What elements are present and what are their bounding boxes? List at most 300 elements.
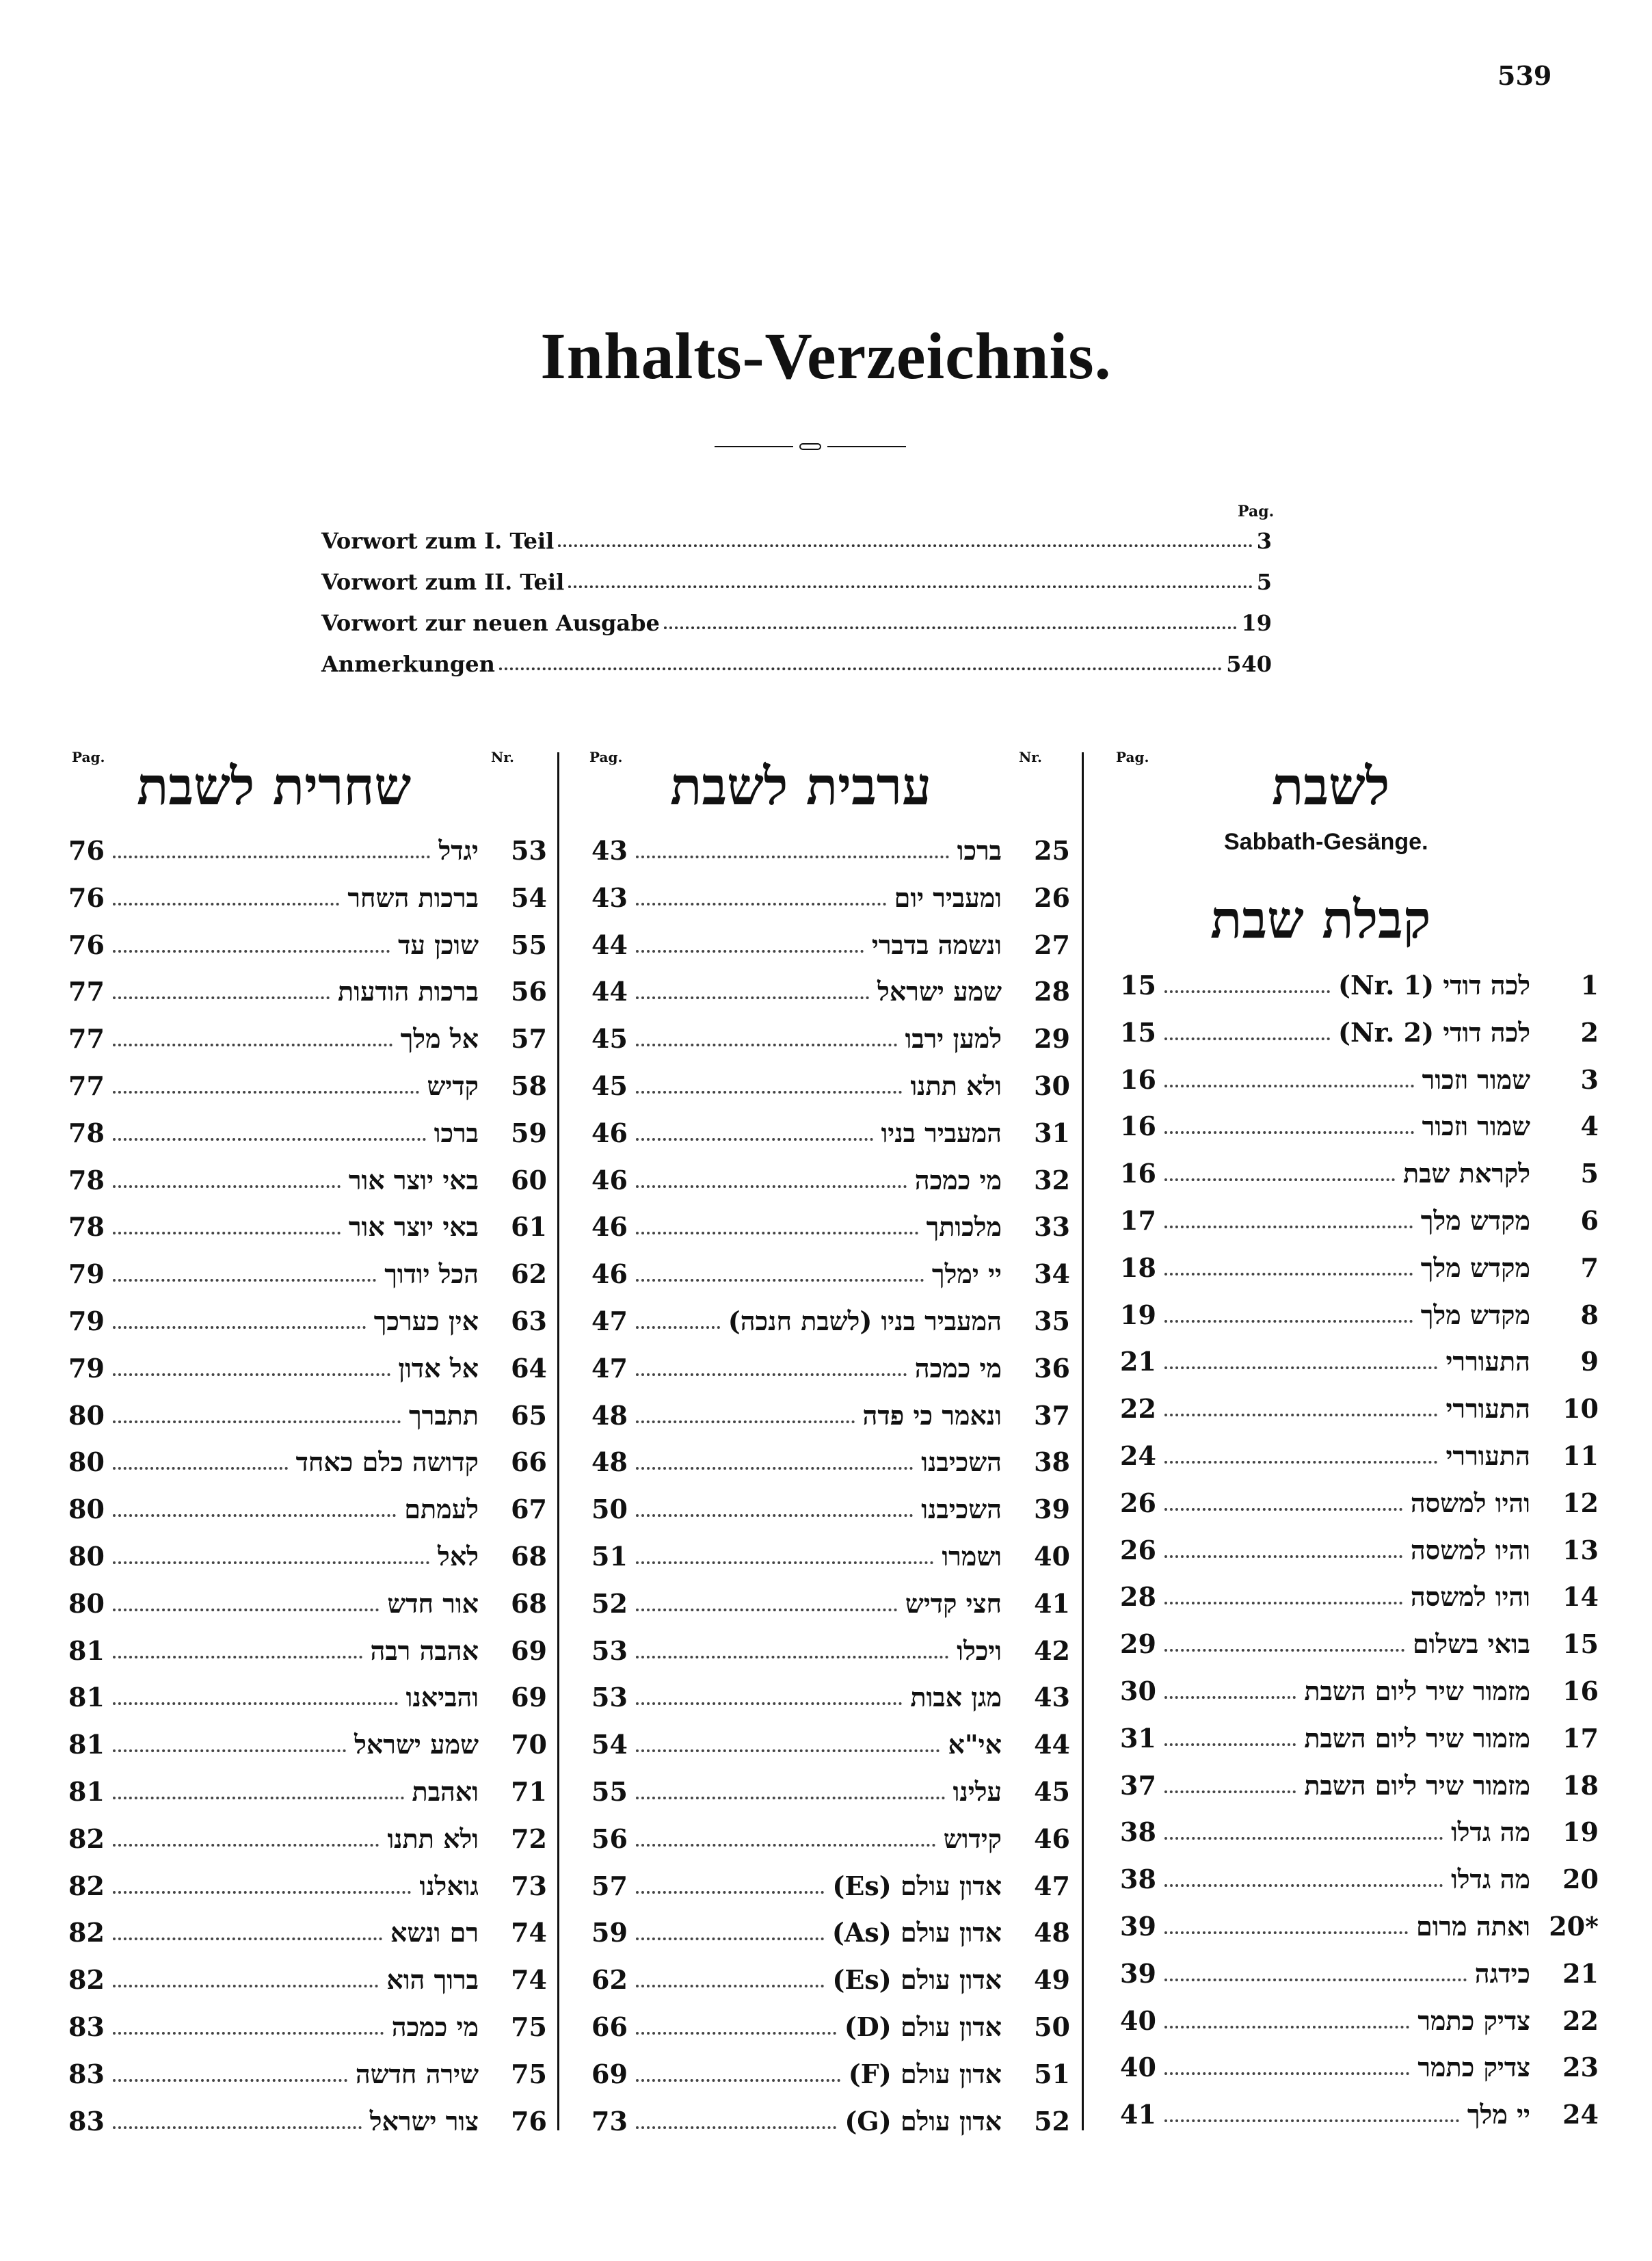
leader-dots [113,1938,382,1940]
entry-title: המעביר בניו [881,1117,1002,1148]
leader-dots [113,1609,379,1611]
entry-number: 37 [1034,1399,1070,1431]
leader-dots [113,1985,379,1987]
list-item [1120,1388,1599,1429]
entry-title: אדון עולם (F) [848,2058,1002,2089]
entry-number: 48 [1034,1917,1070,1948]
leader-dots [1164,2119,1459,2122]
entry-page: 53 [591,1635,628,1666]
list-item [68,1441,547,1482]
entry-page: 81 [68,1776,105,1807]
list-item [1120,1012,1599,1053]
entry-number: 18 [1562,1769,1599,1801]
left-nr-label: Nr. [491,749,514,765]
toc-pag-label: Pag. [1238,503,1275,520]
entry-number: 68 [511,1587,547,1619]
entry-number: 76 [511,2105,547,2137]
entry-number: 56 [511,976,547,1007]
list-item [68,1112,547,1153]
list-item [68,1630,547,1671]
entry-page: 51 [591,1541,628,1572]
entry-title: אין כערכך [373,1306,479,1336]
list-item [68,924,547,965]
entry-number: 53 [511,835,547,866]
list-item [68,970,547,1012]
entry-page: 46 [591,1117,628,1148]
leader-dots [113,1326,366,1329]
leader-dots [636,1514,913,1517]
entry-page: 31 [1120,1722,1156,1754]
entry-title: אל מלך [400,1023,479,1055]
entry-page: 81 [68,1682,105,1713]
leader-dots [636,1656,948,1658]
entry-number: 39 [1034,1494,1070,1525]
list-item [68,2006,547,2047]
list-item [1120,1482,1599,1523]
entry-number: 40 [1034,1541,1070,1572]
entry-title: ואתה מרום [1415,1911,1530,1942]
entry-page: 76 [68,929,105,960]
entry-number: 7 [1580,1252,1599,1283]
entry-page: 81 [68,1635,105,1666]
entry-number: 12 [1562,1487,1599,1518]
entry-number: 74 [511,1917,547,1948]
leader-dots [636,1797,945,1799]
entry-title: למען ירבו [905,1023,1002,1055]
list-item [1120,1670,1599,1711]
entry-title: עלינו [952,1776,1002,1807]
list-item [591,877,1070,918]
list-item [1120,1576,1599,1617]
leader-dots [636,950,864,953]
leader-dots [499,667,1222,670]
entry-number: 30 [1034,1070,1070,1101]
leader-dots [113,1514,396,1517]
entry-title: יי מלך [1467,2099,1530,2130]
leader-dots [636,1844,935,1847]
entry-page: 21 [1120,1346,1156,1377]
list-item [591,1253,1070,1294]
toc-entry-page: 19 [1241,610,1272,636]
entry-number: 15 [1562,1628,1599,1660]
leader-dots [113,1797,404,1799]
leader-dots [636,1702,903,1705]
entry-title: והיו למשסה [1410,1487,1530,1518]
leader-dots [636,1091,903,1094]
leader-dots [113,1373,390,1376]
entry-title: יגדל [438,835,479,866]
entry-title: קדיש [427,1070,479,1101]
leader-dots [636,996,869,999]
list-item [68,1865,547,1906]
entry-page: 16 [1120,1063,1156,1095]
entry-number: 57 [511,1023,547,1055]
leader-dots [664,626,1238,629]
toc-entry-label: Vorwort zur neuen Ausgabe [321,610,660,636]
entry-page: 22 [1120,1393,1156,1425]
entry-page: 79 [68,1306,105,1336]
leader-dots [113,1044,392,1046]
entry-title: שירה חדשה [355,2058,479,2089]
toc-entry-page: 540 [1226,651,1272,677]
entry-title: באי יוצר אור [348,1164,479,1195]
list-item [1120,1435,1599,1476]
entry-title: התעוררי [1446,1346,1530,1377]
entry-title: והיו למשסה [1410,1581,1530,1613]
leader-dots [1164,1131,1414,1134]
leader-dots [1164,1037,1330,1040]
leader-dots [113,856,431,858]
list-item [591,1771,1070,1812]
entry-number: 13 [1562,1534,1599,1565]
entry-page: 15 [1120,970,1156,1001]
leader-dots [113,2079,347,2082]
leader-dots [1164,1743,1296,1746]
entry-number: 21 [1562,1957,1599,1989]
entry-page: 54 [591,1729,628,1760]
entry-title: שוכן עד [398,929,479,960]
leader-dots [113,1138,426,1141]
entry-number: 50 [1034,2011,1070,2042]
entry-title: צדיק כתמר [1417,2005,1530,2036]
entry-number: 51 [1034,2058,1070,2089]
entry-number: 28 [1034,976,1070,1007]
entry-title: כידגה [1474,1957,1530,1989]
entry-page: 43 [591,835,628,866]
leader-dots [636,1044,897,1046]
entry-number: 67 [511,1494,547,1525]
left-pag-label: Pag. [72,749,105,765]
list-item [1120,1200,1599,1241]
entry-number: 52 [1034,2105,1070,2137]
entry-number: 10 [1562,1393,1599,1425]
list-item [591,830,1070,871]
leader-dots [1164,1178,1395,1181]
list-item [591,924,1070,965]
entry-title: קידוש [943,1823,1002,1854]
entry-page: 48 [591,1399,628,1431]
entry-page: 83 [68,2011,105,2042]
entry-page: 43 [591,882,628,913]
list-item [1120,1953,1599,1994]
leader-dots [113,1702,398,1705]
list-item [591,1676,1070,1717]
list-item [591,1159,1070,1200]
entry-page: 82 [68,1870,105,1901]
leader-dots [1164,1226,1413,1228]
entry-page: 45 [591,1070,628,1101]
entry-title: באי יוצר אור [348,1211,479,1243]
entry-page: 46 [591,1258,628,1290]
entry-page: 50 [591,1494,628,1525]
leader-dots [558,544,1252,547]
list-item [1120,1340,1599,1381]
list-item [591,1488,1070,1529]
list-item [68,1535,547,1576]
entry-title: צור ישראל [369,2105,479,2137]
entry-page: 17 [1120,1205,1156,1236]
entry-page: 41 [1120,2099,1156,2130]
entry-page: 47 [591,1306,628,1336]
entry-number: 16 [1562,1676,1599,1706]
entry-title: ברכות השחר [347,882,479,913]
entry-number: 46 [1034,1823,1070,1854]
entry-page: 46 [591,1164,628,1195]
right-pag-label: Pag. [1116,749,1149,765]
list-item [591,1865,1070,1906]
entry-number: 45 [1034,1776,1070,1807]
entry-page: 80 [68,1399,105,1431]
toc-entry [321,602,1272,636]
entry-number: 44 [1034,1729,1070,1760]
list-item [1120,1059,1599,1100]
leader-dots [113,996,330,999]
entry-number: 62 [511,1258,547,1290]
column-divider-left [557,752,559,2130]
entry-title: שמע ישראל [354,1729,479,1760]
entry-title: ונאמר כי פדה [862,1399,1002,1431]
entry-number: 26 [1034,882,1070,913]
entry-title: אי"א [948,1729,1002,1760]
leader-dots [636,1985,825,1987]
entry-number: 20* [1549,1911,1599,1942]
leader-dots [636,903,886,905]
entry-title: ברכו [957,835,1002,866]
entry-page: 80 [68,1541,105,1572]
entry-page: 76 [68,882,105,913]
list-item [591,1206,1070,1247]
entry-page: 19 [1120,1299,1156,1330]
right-column-heading: לשבת [1272,756,1390,817]
entry-page: 69 [591,2058,628,2089]
leader-dots [636,856,949,858]
entry-page: 48 [591,1446,628,1478]
leader-dots [1164,1366,1438,1369]
entry-page: 57 [591,1870,628,1901]
entry-title: התעוררי [1446,1393,1530,1425]
entry-number: 59 [511,1117,547,1148]
entry-title: מלכותך [926,1211,1002,1243]
entry-title: מי כמכה [914,1352,1002,1384]
list-item [68,1771,547,1812]
entry-page: 40 [1120,2005,1156,2036]
entry-number: 19 [1562,1816,1599,1848]
leader-dots [636,1185,907,1188]
right-column-section-heading: קבלת שבת [1210,889,1431,950]
left-column-heading: שחרית לשבת [137,756,412,817]
leader-dots [636,2032,836,2035]
leader-dots [636,1938,824,1940]
list-item [68,2100,547,2141]
entry-page: 77 [68,1023,105,1055]
entry-title: אהבה רבה [370,1635,479,1666]
leader-dots [1164,1085,1414,1087]
list-item [591,1959,1070,2000]
leader-dots [636,2079,840,2082]
entry-page: 76 [68,835,105,866]
entry-title: לאל [438,1541,479,1572]
entry-title: ושמרו [942,1541,1002,1572]
list-item [591,1583,1070,1624]
list-item [68,1723,547,1764]
entry-page: 18 [1120,1252,1156,1283]
list-item [1120,1105,1599,1146]
entry-number: 6 [1580,1205,1599,1236]
entry-title: שמע ישראל [877,976,1002,1007]
entry-page: 40 [1120,2052,1156,2083]
list-item [591,1018,1070,1059]
entry-number: 5 [1580,1158,1599,1189]
entry-page: 29 [1120,1628,1156,1660]
list-item [1120,1764,1599,1806]
entry-title: אדון עולם (G) [844,2105,1002,2137]
toc-entry [321,561,1272,595]
leader-dots [113,950,390,953]
entry-number: 27 [1034,929,1070,960]
entry-page: 53 [591,1682,628,1713]
entry-title: קדושה כלם כאחד [295,1446,479,1478]
toc-entry-label: Anmerkungen [321,651,495,677]
leader-dots [636,1420,855,1423]
middle-nr-label: Nr. [1019,749,1042,765]
toc-entry-page: 5 [1256,569,1272,595]
leader-dots [1164,1931,1408,1934]
entry-title: לקראת שבת [1403,1158,1530,1189]
list-item [1120,964,1599,1005]
list-item [591,1535,1070,1576]
toc-entry [321,643,1272,677]
middle-pag-label: Pag. [589,749,623,765]
entry-number: 70 [511,1729,547,1760]
entry-title: מי כמכה [914,1164,1002,1195]
leader-dots [113,2032,384,2035]
leader-dots [113,1091,419,1094]
entry-title: יי ימלך [931,1258,1002,1290]
list-item [68,2053,547,2094]
entry-page: 16 [1120,1158,1156,1189]
entry-page: 16 [1120,1111,1156,1142]
entry-page: 44 [591,929,628,960]
leader-dots [636,1326,720,1329]
entry-number: 11 [1562,1440,1599,1471]
entry-number: 60 [511,1164,547,1195]
entry-title: רם ונשא [390,1917,479,1948]
leader-dots [636,1138,873,1141]
entry-number: 58 [511,1070,547,1101]
entry-title: ברכו [434,1117,479,1148]
entry-page: 83 [68,2058,105,2089]
leader-dots [1164,1884,1443,1887]
leader-dots [636,1749,940,1752]
column-divider-right [1082,752,1084,2130]
list-item [591,1818,1070,1859]
entry-title: ומעביר יום [894,882,1002,913]
entry-page: 45 [591,1023,628,1055]
list-item [68,1488,547,1529]
entry-number: 75 [511,2011,547,2042]
list-item [591,2006,1070,2047]
entry-number: 61 [511,1211,547,1243]
list-item [68,1583,547,1624]
entry-page: 59 [591,1917,628,1948]
leader-dots [636,2126,836,2129]
entry-title: מקדש מלך [1420,1252,1530,1283]
entry-number: 22 [1562,2005,1599,2036]
list-item [68,1065,547,1106]
entry-page: 26 [1120,1534,1156,1565]
entry-page: 15 [1120,1016,1156,1048]
entry-title: מזמור שיר ליום השבת [1304,1722,1530,1754]
list-item [591,1441,1070,1482]
entry-title: והיו למשסה [1410,1534,1530,1565]
entry-title: ברכות הודעות [338,976,479,1007]
list-item [1120,1811,1599,1852]
entry-title: השכיבנו [921,1446,1002,1478]
entry-title: אל אדון [398,1352,479,1384]
leader-dots [636,1232,918,1234]
entry-page: 38 [1120,1816,1156,1848]
entry-number: 43 [1034,1682,1070,1713]
list-item [1120,1717,1599,1758]
entry-title: ואהבת [412,1776,479,1807]
entry-number: 63 [511,1306,547,1336]
leader-dots [113,1232,341,1234]
entry-number: 32 [1034,1164,1070,1195]
entry-number: 47 [1034,1870,1070,1901]
leader-dots [1164,1273,1413,1275]
list-item [68,1394,547,1436]
list-item [1120,1858,1599,1899]
entry-number: 1 [1580,970,1599,1001]
leader-dots [113,1844,379,1847]
entry-title: שמור וזכור [1422,1111,1530,1142]
entry-page: 47 [591,1352,628,1384]
entry-number: 29 [1034,1023,1070,1055]
list-item [68,1818,547,1859]
toc-entry [321,520,1272,554]
list-item [591,1630,1070,1671]
entry-number: 31 [1034,1117,1070,1148]
leader-dots [1164,1979,1467,1981]
entry-page: 81 [68,1729,105,1760]
entry-number: 73 [511,1870,547,1901]
entry-page: 46 [591,1211,628,1243]
list-item [591,1112,1070,1153]
entry-number: 24 [1562,2099,1599,2130]
leader-dots [636,1891,825,1894]
list-item [68,1159,547,1200]
entry-page: 78 [68,1164,105,1195]
entry-title: מזמור שיר ליום השבת [1304,1769,1530,1801]
entry-title: הכל יודוך [384,1258,479,1290]
toc-entry-label: Vorwort zum I. Teil [321,528,555,554]
leader-dots [113,903,340,905]
entry-page: 77 [68,1070,105,1101]
list-item [591,1065,1070,1106]
entry-number: 34 [1034,1258,1070,1290]
entry-number: 3 [1580,1063,1599,1095]
entry-title: מזמור שיר ליום השבת [1304,1676,1530,1706]
entry-page: 38 [1120,1864,1156,1895]
entry-title: גואלנו [419,1870,479,1901]
entry-number: 69 [511,1635,547,1666]
entry-page: 80 [68,1446,105,1478]
entry-page: 77 [68,976,105,1007]
entry-number: 65 [511,1399,547,1431]
entry-number: 64 [511,1352,547,1384]
entry-number: 55 [511,929,547,960]
list-item [68,1676,547,1717]
